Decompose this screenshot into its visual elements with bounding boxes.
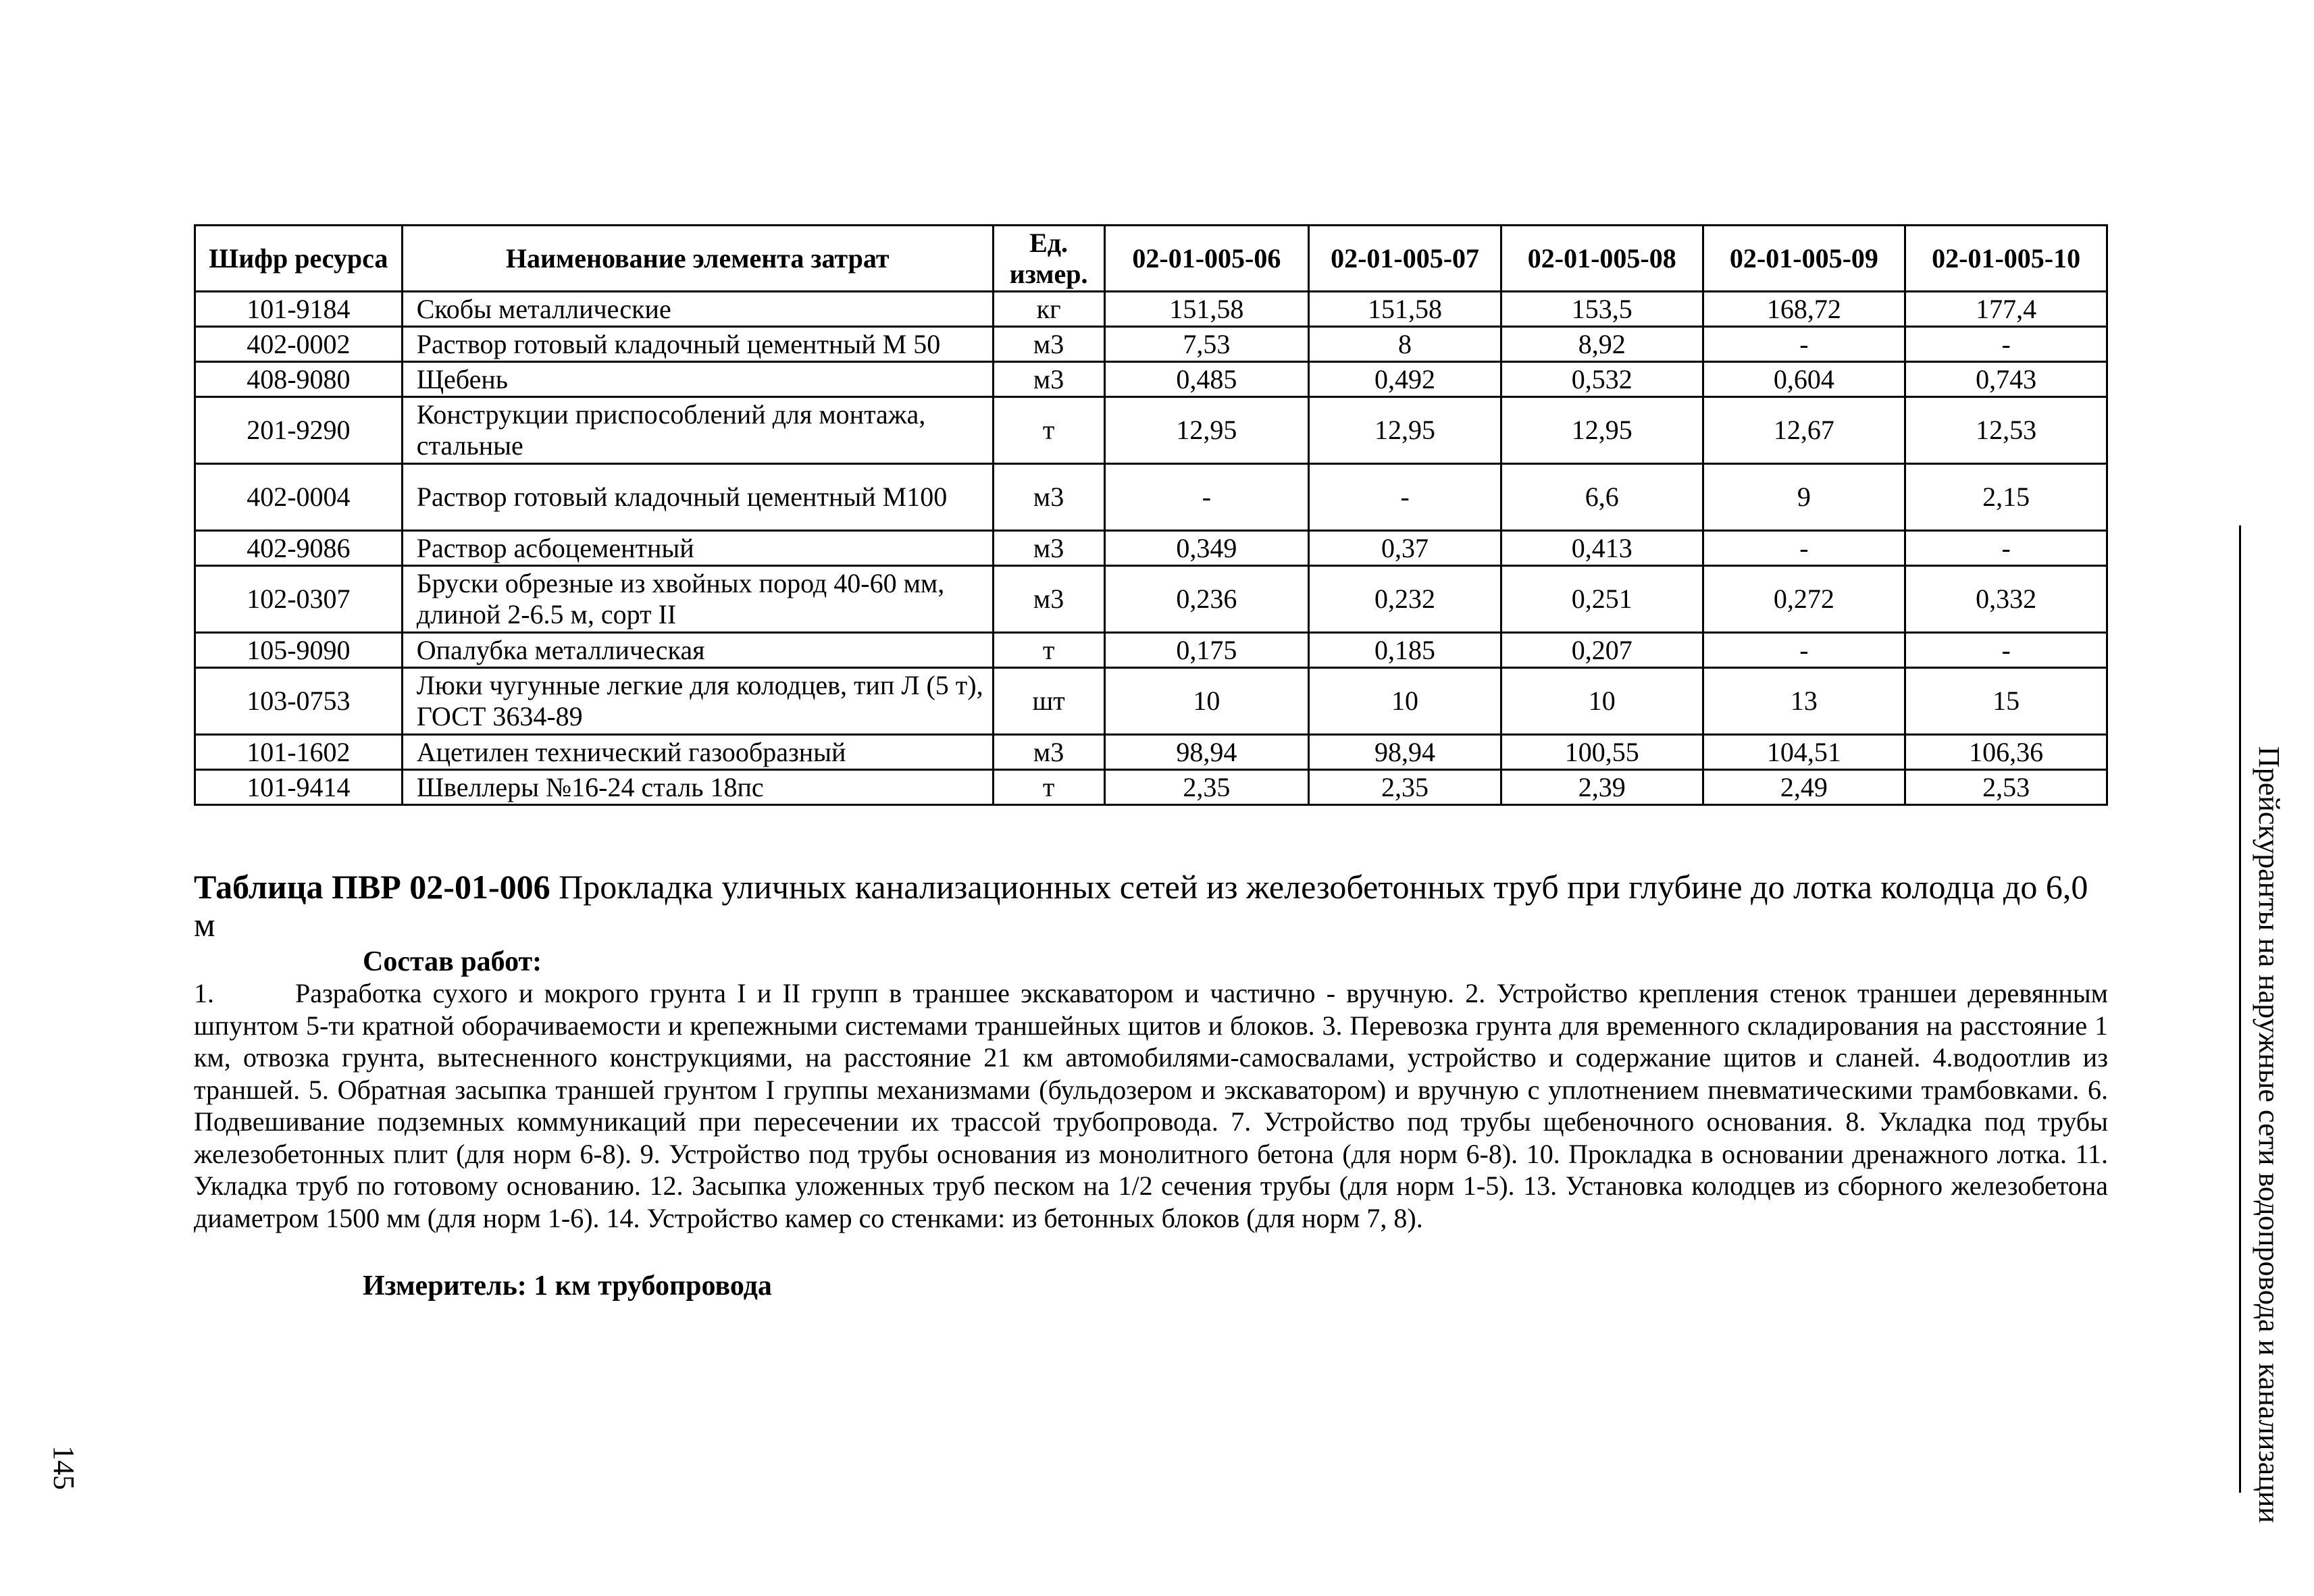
norm-value: - [1905, 327, 2107, 362]
table-row [195, 464, 2107, 531]
norm-value: 12,95 [1501, 397, 1703, 464]
norm-value: 0,332 [1905, 566, 2107, 633]
work-description [194, 977, 2108, 1234]
norm-value: 8,92 [1501, 327, 1703, 362]
norm-value: 0,207 [1501, 633, 1703, 668]
side-divider [2239, 525, 2241, 1493]
header-norm: 02-01-005-09 [1703, 226, 1905, 292]
table-row [195, 397, 2107, 464]
unit: м3 [993, 464, 1104, 531]
item-name: Конструкции приспособлений для монтажа, стальные [402, 397, 993, 464]
unit: м3 [993, 566, 1104, 633]
header-norm: 02-01-005-07 [1309, 226, 1501, 292]
table-id: Таблица ПВР 02-01-006 [194, 868, 550, 906]
table-row [195, 566, 2107, 633]
unit: кг [993, 292, 1104, 327]
norm-value: 8 [1309, 327, 1501, 362]
resource-code: 408-9080 [195, 362, 403, 397]
header-unit: Ед. измер. [993, 226, 1104, 292]
resource-code: 402-0004 [195, 464, 403, 531]
norm-value: 0,185 [1309, 633, 1501, 668]
norm-value: 106,36 [1905, 735, 2107, 770]
table-row [195, 327, 2107, 362]
header-norm: 02-01-005-08 [1501, 226, 1703, 292]
norm-value: 2,39 [1501, 770, 1703, 805]
resource-code: 102-0307 [195, 566, 403, 633]
norm-value: 168,72 [1703, 292, 1905, 327]
norm-value: - [1703, 327, 1905, 362]
unit: м3 [993, 531, 1104, 566]
norm-value: 2,15 [1905, 464, 2107, 531]
resource-code: 105-9090 [195, 633, 403, 668]
item-name: Бруски обрезные из хвойных пород 40-60 мм, длиной 2-6.5 м, сорт II [402, 566, 993, 633]
page-number: 145 [47, 1445, 80, 1490]
norm-value: 6,6 [1501, 464, 1703, 531]
unit: м3 [993, 362, 1104, 397]
norm-value: 10 [1501, 668, 1703, 735]
item-name: Раствор готовый кладочный цементный М100 [402, 464, 993, 531]
norm-value: 2,35 [1309, 770, 1501, 805]
header-resource-code: Шифр ресурса [195, 226, 403, 292]
unit: т [993, 397, 1104, 464]
table-row [195, 633, 2107, 668]
unit: м3 [993, 327, 1104, 362]
norm-value: 0,232 [1309, 566, 1501, 633]
resource-code: 201-9290 [195, 397, 403, 464]
table-row [195, 770, 2107, 805]
norm-value: 100,55 [1501, 735, 1703, 770]
work-text: Разработка сухого и мокрого грунта I и II групп в траншее экскаватором и частично - вручную. 2. Устройство крепления стенок траншеи деревянным шпунтом 5-ти кратной оборачиваемости и крепежными системами траншейных щитов и блоков. 3. Перевозка грунта для временного складирования на расстояние 1 км, отвозка грунта, вытесненного конструкциями, на расстояние 21 км автомобилями-самосвалами, устройство и содержание щитов и сланей. 4.водоотлив из траншей. 5. Обратная засыпка траншей грунтом I группы механизмами (бульдозером и экскаватором) и вручную с уплотнением пневматическими трамбовками. 6. Подвешивание подземных коммуникаций при пересечении их трассой трубопровода. 7. Устройство под трубы щебеночного основания. 8. Укладка под трубы железобетонных плит (для норм 6-8). 9. Устройство под трубы основания из монолитного бетона (для норм 6-8). 10. Прокладка в основании дренажного лотка. 11. Укладка труб по готовому основанию. 12. Засыпка уложенных труб песком на 1/2 сечения трубы (для норм 1-5). 13. Установка колодцев из сборного железобетона диаметром 1500 мм (для норм 1-6). 14. Устройство камер со стенками: из бетонных блоков (для норм 7, 8). [194, 978, 2108, 1233]
norm-value: 7,53 [1104, 327, 1309, 362]
norm-value: 0,251 [1501, 566, 1703, 633]
norm-value: - [1703, 531, 1905, 566]
norm-value: - [1104, 464, 1309, 531]
norm-value: 0,532 [1501, 362, 1703, 397]
norm-value: 98,94 [1104, 735, 1309, 770]
table-header-row [195, 226, 2107, 292]
norm-value: 0,272 [1703, 566, 1905, 633]
item-name: Раствор асбоцементный [402, 531, 993, 566]
composition-label: Состав работ: [363, 946, 542, 977]
resource-code: 402-0002 [195, 327, 403, 362]
norm-value: 0,604 [1703, 362, 1905, 397]
norm-value: 2,53 [1905, 770, 2107, 805]
table-row [195, 668, 2107, 735]
title-text: Прокладка уличных канализационных сетей из железобетонных труб при глубине до лотка колодца до 6,0 м [194, 868, 2088, 944]
table-row [195, 292, 2107, 327]
header-norm: 02-01-005-10 [1905, 226, 2107, 292]
section-title [194, 868, 2108, 944]
norm-value: 153,5 [1501, 292, 1703, 327]
resource-code: 101-9414 [195, 770, 403, 805]
resource-table [194, 224, 2108, 806]
norm-value: 0,413 [1501, 531, 1703, 566]
resource-code: 101-1602 [195, 735, 403, 770]
side-title: Прейскуранты на наружные сети водопровода и канализации [2253, 746, 2286, 1523]
norm-value: 2,49 [1703, 770, 1905, 805]
table-row [195, 531, 2107, 566]
unit: шт [993, 668, 1104, 735]
norm-value: 0,485 [1104, 362, 1309, 397]
item-name: Раствор готовый кладочный цементный М 50 [402, 327, 993, 362]
item-name: Швеллеры №16-24 сталь 18пс [402, 770, 993, 805]
norm-value: - [1905, 531, 2107, 566]
norm-value: 0,175 [1104, 633, 1309, 668]
norm-value: 151,58 [1309, 292, 1501, 327]
norm-value: 0,37 [1309, 531, 1501, 566]
item-name: Опалубка металлическая [402, 633, 993, 668]
resource-code: 101-9184 [195, 292, 403, 327]
norm-value: 0,236 [1104, 566, 1309, 633]
norm-value: 0,743 [1905, 362, 2107, 397]
norm-value: - [1905, 633, 2107, 668]
header-norm: 02-01-005-06 [1104, 226, 1309, 292]
resource-code: 402-9086 [195, 531, 403, 566]
norm-value: 0,349 [1104, 531, 1309, 566]
norm-value: 12,95 [1309, 397, 1501, 464]
unit: т [993, 770, 1104, 805]
norm-value: 98,94 [1309, 735, 1501, 770]
resource-code: 103-0753 [195, 668, 403, 735]
norm-value: 12,95 [1104, 397, 1309, 464]
norm-value: 151,58 [1104, 292, 1309, 327]
item-name: Скобы металлические [402, 292, 993, 327]
norm-value: 2,35 [1104, 770, 1309, 805]
norm-value: - [1703, 633, 1905, 668]
norm-value: 13 [1703, 668, 1905, 735]
norm-value: 15 [1905, 668, 2107, 735]
header-name: Наименование элемента затрат [402, 226, 993, 292]
item-name: Люки чугунные легкие для колодцев, тип Л (5 т), ГОСТ 3634-89 [402, 668, 993, 735]
table-row [195, 362, 2107, 397]
norm-value: 10 [1309, 668, 1501, 735]
item-number: 1. [194, 978, 214, 1008]
norm-value: 12,67 [1703, 397, 1905, 464]
table-row [195, 735, 2107, 770]
norm-value: 12,53 [1905, 397, 2107, 464]
norm-value: 177,4 [1905, 292, 2107, 327]
norm-value: - [1309, 464, 1501, 531]
norm-value: 9 [1703, 464, 1905, 531]
norm-value: 104,51 [1703, 735, 1905, 770]
unit: м3 [993, 735, 1104, 770]
item-name: Щебень [402, 362, 993, 397]
measure-unit: Измеритель: 1 км трубопровода [363, 1270, 772, 1302]
unit: т [993, 633, 1104, 668]
item-name: Ацетилен технический газообразный [402, 735, 993, 770]
norm-value: 0,492 [1309, 362, 1501, 397]
norm-value: 10 [1104, 668, 1309, 735]
